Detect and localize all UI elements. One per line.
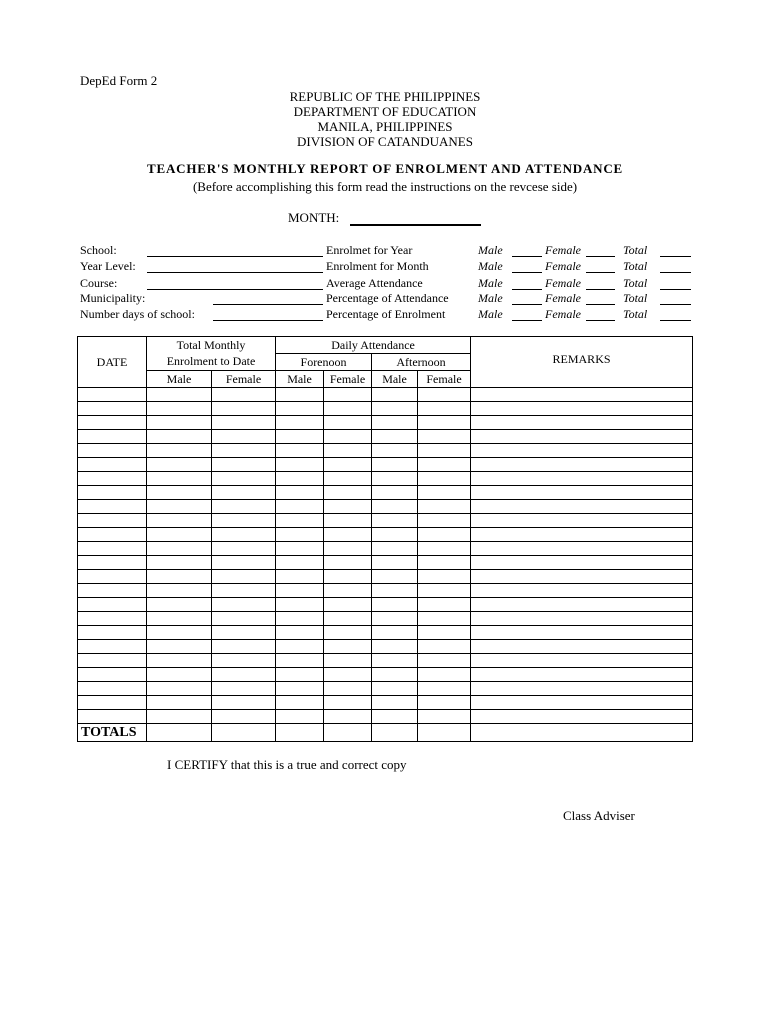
table-cell[interactable] [471,514,693,528]
col-female-header: Female [324,371,372,388]
table-cell[interactable] [418,710,471,724]
stat-total-label: Total [623,307,648,321]
table-cell[interactable] [324,626,372,640]
stat-male-field[interactable] [512,304,542,305]
stat-male-label: Male [478,243,503,257]
stat-female-field[interactable] [586,304,615,305]
table-cell[interactable] [418,556,471,570]
table-cell[interactable] [372,472,418,486]
percentage-enrolment-label: Percentage of Enrolment [326,307,446,321]
stat-male-label: Male [478,291,503,305]
table-row [78,500,693,514]
daily-attendance-header: Daily Attendance [276,337,471,354]
school-label: School: [80,243,117,257]
table-cell[interactable] [471,668,693,682]
average-attendance-label: Average Attendance [326,276,423,290]
table-cell[interactable] [324,668,372,682]
table-cell[interactable] [147,514,212,528]
table-cell[interactable] [372,584,418,598]
table-row [78,444,693,458]
enrolment-month-label: Enrolment for Month [326,259,429,273]
table-cell[interactable] [471,584,693,598]
table-cell[interactable] [147,696,212,710]
table-body [78,388,693,724]
table-cell[interactable] [324,640,372,654]
table-cell[interactable] [324,584,372,598]
table-row [78,514,693,528]
table-cell[interactable] [212,598,276,612]
table-cell[interactable] [78,654,147,668]
table-cell[interactable] [212,444,276,458]
table-cell[interactable] [418,640,471,654]
table-row [78,682,693,696]
stat-female-label: Female [545,259,581,273]
table-cell[interactable] [324,500,372,514]
municipality-label: Municipality: [80,291,146,305]
course-label: Course: [80,276,118,290]
table-cell[interactable] [471,556,693,570]
table-cell[interactable] [471,626,693,640]
table-cell[interactable] [324,444,372,458]
table-cell[interactable] [147,444,212,458]
table-cell[interactable] [78,444,147,458]
month-field[interactable] [350,224,481,226]
table-cell[interactable] [372,514,418,528]
year-level-label: Year Level: [80,259,136,273]
table-cell[interactable] [276,500,324,514]
form-number: DepEd Form 2 [80,73,158,88]
stat-female-label: Female [545,243,581,257]
totals-label: TOTALS [78,724,147,742]
table-cell[interactable] [147,640,212,654]
table-cell[interactable] [372,710,418,724]
table-cell[interactable] [212,668,276,682]
table-cell[interactable] [471,612,693,626]
stat-total-label: Total [623,243,648,257]
header-line-2: DEPARTMENT OF EDUCATION [293,104,477,119]
table-cell[interactable] [418,388,471,402]
table-cell[interactable] [147,668,212,682]
table-cell[interactable] [471,682,693,696]
table-cell[interactable] [324,654,372,668]
stat-total-field[interactable] [660,289,691,290]
table-cell[interactable] [276,542,324,556]
header-line-3: MANILA, PHILIPPINES [317,119,453,134]
table-cell[interactable] [276,556,324,570]
table-cell[interactable] [78,430,147,444]
table-row [78,430,693,444]
stat-total-label: Total [623,291,648,305]
course-field[interactable] [147,289,323,290]
table-row [78,626,693,640]
year-level-field[interactable] [147,272,323,273]
table-row [78,668,693,682]
table-cell[interactable] [324,528,372,542]
table-cell[interactable] [147,430,212,444]
table-cell[interactable] [418,696,471,710]
table-cell[interactable] [372,626,418,640]
table-row [78,570,693,584]
table-cell[interactable] [372,500,418,514]
school-days-field[interactable] [213,320,323,321]
table-cell[interactable] [418,668,471,682]
table-cell[interactable] [471,472,693,486]
table-cell[interactable] [276,654,324,668]
table-cell[interactable] [78,682,147,696]
table-cell[interactable] [276,402,324,416]
table-cell[interactable] [372,696,418,710]
table-cell[interactable] [147,500,212,514]
table-cell[interactable] [418,612,471,626]
table-cell[interactable] [78,388,147,402]
table-cell[interactable] [471,388,693,402]
stat-female-label: Female [545,307,581,321]
stat-female-field[interactable] [586,289,615,290]
table-cell[interactable] [418,472,471,486]
table-cell[interactable] [324,388,372,402]
table-cell[interactable] [212,640,276,654]
table-cell[interactable] [471,500,693,514]
table-cell[interactable] [78,710,147,724]
table-cell[interactable] [147,402,212,416]
table-cell[interactable] [471,654,693,668]
table-cell[interactable] [147,654,212,668]
table-cell[interactable] [372,542,418,556]
date-header: DATE [78,337,147,388]
table-cell[interactable] [372,612,418,626]
table-cell[interactable] [212,612,276,626]
table-cell[interactable] [78,696,147,710]
table-cell[interactable] [276,640,324,654]
table-cell[interactable] [147,458,212,472]
table-cell[interactable] [276,570,324,584]
table-cell[interactable] [276,430,324,444]
table-cell[interactable] [324,696,372,710]
table-cell[interactable] [324,598,372,612]
table-row [78,598,693,612]
table-cell[interactable] [324,514,372,528]
table-cell[interactable] [147,570,212,584]
stat-female-field[interactable] [586,272,615,273]
stat-total-field[interactable] [660,272,691,273]
table-cell[interactable] [418,486,471,500]
table-cell[interactable] [418,542,471,556]
table-cell[interactable] [276,514,324,528]
table-cell[interactable] [372,556,418,570]
table-cell[interactable] [78,528,147,542]
table-cell[interactable] [78,402,147,416]
table-cell[interactable] [212,500,276,514]
totals-cell[interactable] [324,724,372,742]
table-cell[interactable] [212,682,276,696]
table-cell[interactable] [147,388,212,402]
table-cell[interactable] [78,500,147,514]
table-cell[interactable] [372,598,418,612]
table-cell[interactable] [372,444,418,458]
table-cell[interactable] [212,486,276,500]
table-cell[interactable] [372,458,418,472]
totals-cell[interactable] [418,724,471,742]
table-cell[interactable] [78,514,147,528]
table-row [78,472,693,486]
forenoon-header: Forenoon [276,354,372,371]
table-cell[interactable] [324,416,372,430]
table-cell[interactable] [471,402,693,416]
table-cell[interactable] [147,472,212,486]
table-cell[interactable] [276,416,324,430]
table-cell[interactable] [212,472,276,486]
table-cell[interactable] [276,528,324,542]
table-cell[interactable] [147,556,212,570]
table-cell[interactable] [471,430,693,444]
table-row [78,584,693,598]
table-cell[interactable] [78,486,147,500]
enrolment-to-date-header: Enrolment to Date [147,354,276,371]
table-cell[interactable] [212,696,276,710]
table-cell[interactable] [471,640,693,654]
table-cell[interactable] [418,430,471,444]
totals-cell[interactable] [276,724,324,742]
table-cell[interactable] [78,612,147,626]
table-cell[interactable] [372,416,418,430]
table-cell[interactable] [78,626,147,640]
stat-male-label: Male [478,307,503,321]
table-cell[interactable] [324,556,372,570]
col-male-header: Male [276,371,324,388]
stat-male-label: Male [478,276,503,290]
table-cell[interactable] [372,570,418,584]
table-cell[interactable] [372,486,418,500]
table-cell[interactable] [418,654,471,668]
header-line-1: REPUBLIC OF THE PHILIPPINES [289,89,481,104]
col-female-header: Female [418,371,471,388]
table-cell[interactable] [324,486,372,500]
table-cell[interactable] [324,430,372,444]
table-row [78,458,693,472]
table-cell[interactable] [418,444,471,458]
table-cell[interactable] [418,626,471,640]
page-title: TEACHER'S MONTHLY REPORT OF ENROLMENT AND ATTENDANCE [147,161,623,176]
table-cell[interactable] [276,682,324,696]
table-row [78,402,693,416]
table-cell[interactable] [147,682,212,696]
table-cell[interactable] [418,598,471,612]
table-cell[interactable] [276,626,324,640]
table-row [78,388,693,402]
table-cell[interactable] [418,500,471,514]
percentage-attendance-label: Percentage of Attendance [326,291,449,305]
table-cell[interactable] [147,626,212,640]
table-cell[interactable] [212,626,276,640]
table-cell[interactable] [212,542,276,556]
total-monthly-header [147,337,276,354]
table-cell[interactable] [471,542,693,556]
table-cell[interactable] [212,710,276,724]
col-male-header: Male [147,371,212,388]
totals-cell[interactable] [372,724,418,742]
table-cell[interactable] [212,528,276,542]
table-cell[interactable] [147,416,212,430]
table-cell[interactable] [78,584,147,598]
stat-male-field[interactable] [512,320,542,321]
table-cell[interactable] [78,668,147,682]
municipality-field[interactable] [213,304,323,305]
table-cell[interactable] [324,402,372,416]
table-cell[interactable] [212,402,276,416]
totals-cell[interactable] [212,724,276,742]
stat-male-label: Male [478,259,503,273]
stat-total-label: Total [623,276,648,290]
header-block [0,89,770,149]
table-row [78,528,693,542]
class-adviser-label: Class Adviser [563,808,635,823]
table-cell[interactable] [471,416,693,430]
table-row [78,654,693,668]
table-cell[interactable] [471,486,693,500]
table-cell[interactable] [78,640,147,654]
table-cell[interactable] [78,570,147,584]
totals-cell[interactable] [147,724,212,742]
table-cell[interactable] [212,514,276,528]
table-cell[interactable] [212,654,276,668]
stat-total-field[interactable] [660,320,691,321]
table-cell[interactable] [418,584,471,598]
table-cell[interactable] [276,388,324,402]
table-cell[interactable] [372,528,418,542]
stat-female-label: Female [545,276,581,290]
table-cell[interactable] [276,486,324,500]
table-row [78,640,693,654]
table-row [78,612,693,626]
table-row [78,696,693,710]
table-cell[interactable] [471,570,693,584]
table-cell[interactable] [147,486,212,500]
table-cell[interactable] [372,402,418,416]
table-cell[interactable] [418,528,471,542]
table-cell[interactable] [372,640,418,654]
table-cell[interactable] [147,710,212,724]
table-cell[interactable] [78,458,147,472]
table-cell[interactable] [471,598,693,612]
table-cell[interactable] [418,570,471,584]
totals-cell[interactable] [471,724,693,742]
stat-total-field[interactable] [660,256,691,257]
stat-total-label: Total [623,259,648,273]
total-monthly-line-1: Total Monthly [176,338,246,353]
afternoon-header: Afternoon [372,354,471,371]
stat-total-field[interactable] [660,304,691,305]
table-row [78,416,693,430]
table-cell[interactable] [471,444,693,458]
col-female-header: Female [212,371,276,388]
table-cell[interactable] [324,612,372,626]
table-cell[interactable] [212,430,276,444]
table-cell[interactable] [276,444,324,458]
table-cell[interactable] [324,682,372,696]
table-cell[interactable] [147,528,212,542]
table-cell[interactable] [147,542,212,556]
remarks-header: REMARKS [471,337,693,388]
table-cell[interactable] [147,598,212,612]
attendance-table [77,336,693,742]
table-cell[interactable] [471,710,693,724]
table-cell[interactable] [372,668,418,682]
school-days-label: Number days of school: [80,307,195,321]
table-cell[interactable] [78,598,147,612]
stat-female-field[interactable] [586,320,615,321]
table-row [78,556,693,570]
table-cell[interactable] [418,402,471,416]
table-cell[interactable] [212,458,276,472]
certification-text: I CERTIFY that this is a true and correct copy [167,757,407,772]
stat-male-field[interactable] [512,256,542,257]
table-row [78,710,693,724]
table-cell[interactable] [276,458,324,472]
table-cell[interactable] [276,472,324,486]
table-cell[interactable] [418,416,471,430]
school-field[interactable] [147,256,323,257]
table-cell[interactable] [276,668,324,682]
stat-female-label: Female [545,291,581,305]
enrolment-year-label: Enrolmet for Year [326,243,413,257]
table-cell[interactable] [471,528,693,542]
table-cell[interactable] [372,430,418,444]
table-cell[interactable] [276,612,324,626]
table-cell[interactable] [212,556,276,570]
table-cell[interactable] [324,458,372,472]
table-cell[interactable] [324,710,372,724]
table-cell[interactable] [276,696,324,710]
month-label: MONTH: [288,210,340,225]
header-line-4: DIVISION OF CATANDUANES [297,134,473,149]
table-row [78,542,693,556]
table-cell[interactable] [78,542,147,556]
stat-female-field[interactable] [586,256,615,257]
table-cell[interactable] [147,584,212,598]
table-cell[interactable] [372,682,418,696]
col-male-header: Male [372,371,418,388]
page-subtitle: (Before accomplishing this form read the instructions on the revcese side) [192,179,578,194]
table-cell[interactable] [276,598,324,612]
table-cell[interactable] [276,710,324,724]
table-cell[interactable] [212,584,276,598]
table-row [78,486,693,500]
table-cell[interactable] [212,416,276,430]
table-cell[interactable] [471,696,693,710]
table-cell[interactable] [372,654,418,668]
table-cell[interactable] [276,584,324,598]
table-cell[interactable] [418,682,471,696]
table-cell[interactable] [372,388,418,402]
table-cell[interactable] [324,570,372,584]
table-cell[interactable] [78,416,147,430]
table-cell[interactable] [324,472,372,486]
table-cell[interactable] [471,458,693,472]
table-cell[interactable] [78,472,147,486]
table-cell[interactable] [212,388,276,402]
stat-male-field[interactable] [512,289,542,290]
stat-male-field[interactable] [512,272,542,273]
table-cell[interactable] [418,514,471,528]
table-cell[interactable] [147,612,212,626]
table-cell[interactable] [78,556,147,570]
table-cell[interactable] [324,542,372,556]
table-cell[interactable] [212,570,276,584]
table-cell[interactable] [418,458,471,472]
